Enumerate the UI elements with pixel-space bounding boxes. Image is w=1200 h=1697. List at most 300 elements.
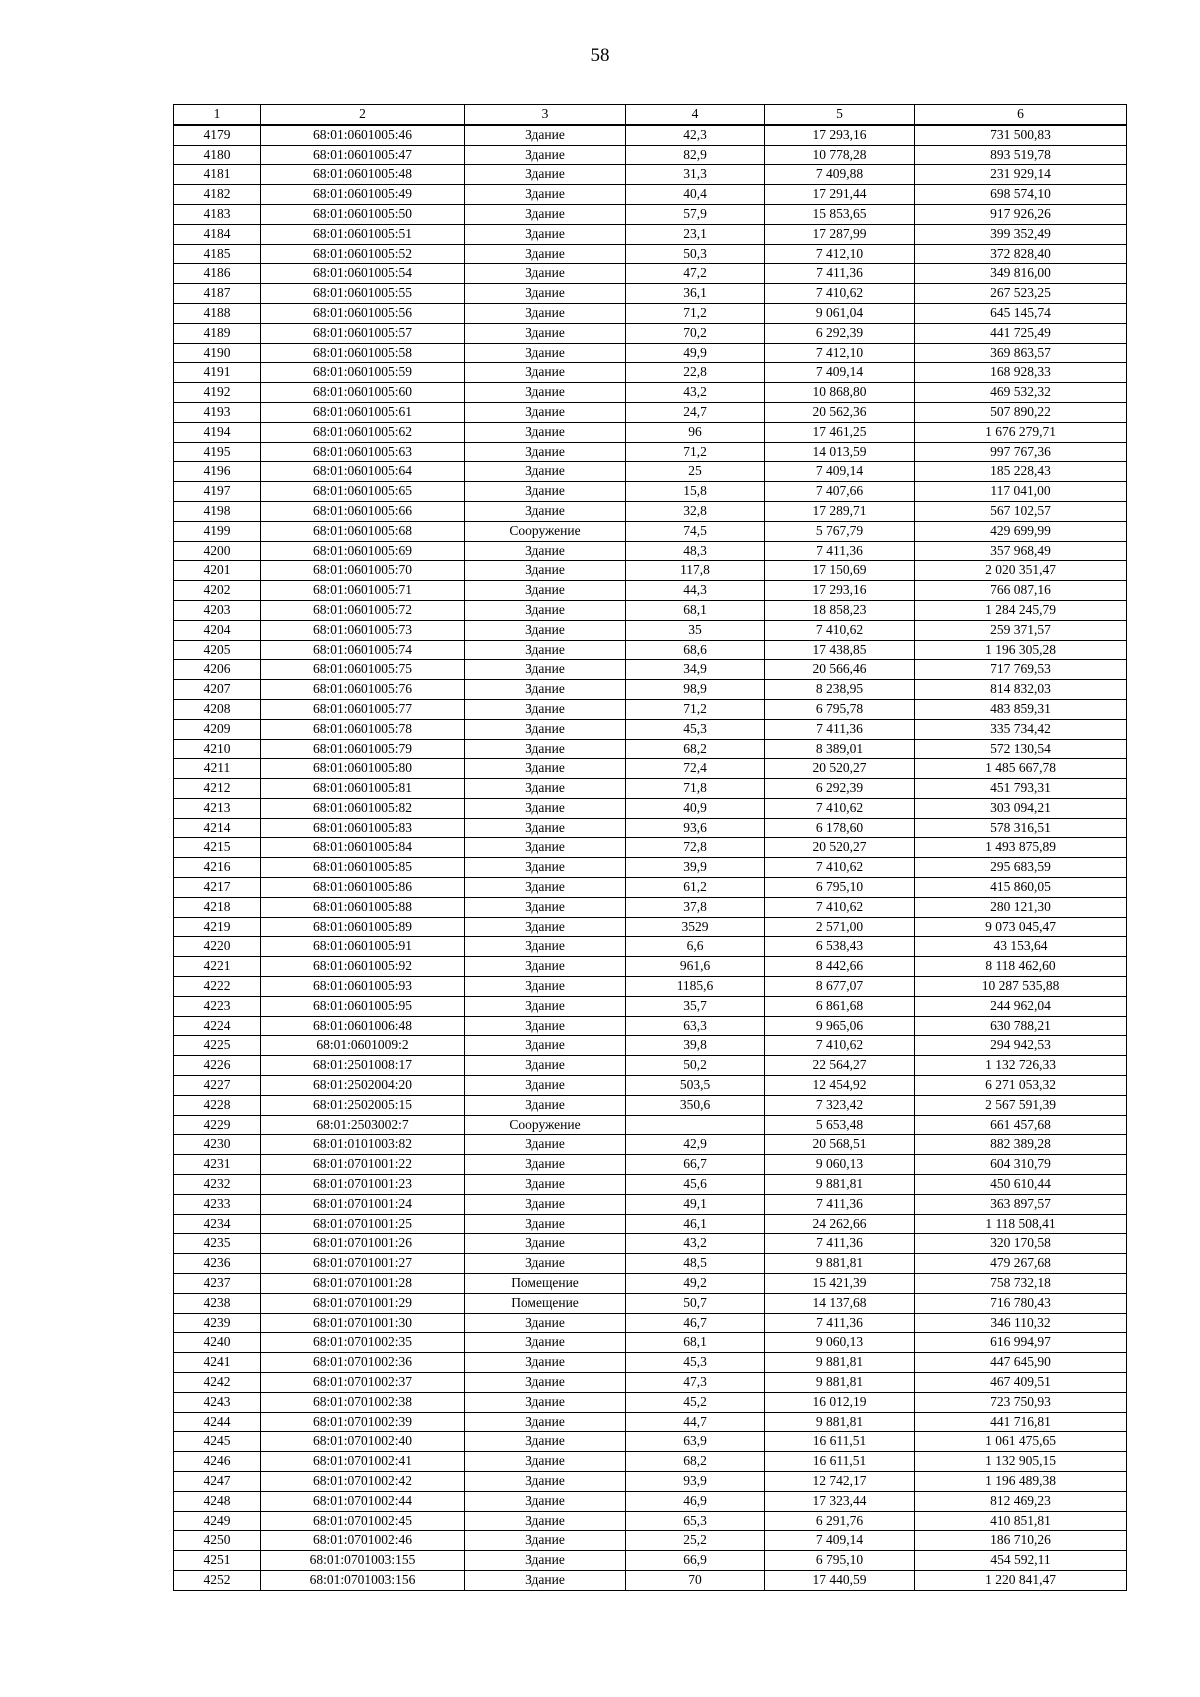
row-number-cell: 4233 [174, 1194, 261, 1214]
object-type-cell: Здание [465, 1313, 626, 1333]
cadastral-value-cell: 294 942,53 [915, 1036, 1127, 1056]
cadastral-value-cell: 1 132 905,15 [915, 1452, 1127, 1472]
specific-value-cell: 7 412,10 [765, 343, 915, 363]
area-cell: 50,3 [626, 244, 765, 264]
object-type-cell: Здание [465, 343, 626, 363]
object-type-cell: Здание [465, 1016, 626, 1036]
table-row [174, 224, 1127, 244]
row-number-cell: 4244 [174, 1412, 261, 1432]
table-row [174, 798, 1127, 818]
object-type-cell: Здание [465, 204, 626, 224]
area-cell: 1185,6 [626, 977, 765, 997]
area-cell: 49,1 [626, 1194, 765, 1214]
cadastral-number-cell: 68:01:0101003:82 [261, 1135, 465, 1155]
specific-value-cell: 17 289,71 [765, 501, 915, 521]
table-row [174, 957, 1127, 977]
cadastral-value-cell: 812 469,23 [915, 1491, 1127, 1511]
area-cell: 34,9 [626, 660, 765, 680]
row-number-cell: 4188 [174, 303, 261, 323]
cadastral-value-cell: 717 769,53 [915, 660, 1127, 680]
table-row [174, 1293, 1127, 1313]
object-type-cell: Здание [465, 422, 626, 442]
specific-value-cell: 17 438,85 [765, 640, 915, 660]
cadastral-value-cell: 9 073 045,47 [915, 917, 1127, 937]
object-type-cell: Здание [465, 1056, 626, 1076]
area-cell: 48,3 [626, 541, 765, 561]
object-type-cell: Здание [465, 284, 626, 304]
cadastral-number-cell: 68:01:0601005:76 [261, 680, 465, 700]
specific-value-cell: 5 767,79 [765, 521, 915, 541]
cadastral-number-cell: 68:01:0701002:37 [261, 1373, 465, 1393]
cadastral-value-cell: 604 310,79 [915, 1155, 1127, 1175]
specific-value-cell: 7 411,36 [765, 719, 915, 739]
specific-value-cell: 7 411,36 [765, 1194, 915, 1214]
row-number-cell: 4190 [174, 343, 261, 363]
object-type-cell: Здание [465, 1412, 626, 1432]
cadastral-value-cell: 716 780,43 [915, 1293, 1127, 1313]
cadastral-value-cell: 731 500,83 [915, 125, 1127, 145]
cadastral-value-cell: 363 897,57 [915, 1194, 1127, 1214]
cadastral-number-cell: 68:01:0701002:39 [261, 1412, 465, 1432]
cadastral-value-cell: 469 532,32 [915, 383, 1127, 403]
area-cell: 43,2 [626, 1234, 765, 1254]
cadastral-value-cell: 1 196 489,38 [915, 1471, 1127, 1491]
row-number-cell: 4229 [174, 1115, 261, 1135]
area-cell: 46,1 [626, 1214, 765, 1234]
cadastral-value-cell: 303 094,21 [915, 798, 1127, 818]
specific-value-cell: 6 292,39 [765, 323, 915, 343]
row-number-cell: 4185 [174, 244, 261, 264]
row-number-cell: 4227 [174, 1076, 261, 1096]
specific-value-cell: 7 409,14 [765, 363, 915, 383]
column-header: 6 [915, 105, 1127, 125]
table-row [174, 1095, 1127, 1115]
cadastral-value-cell: 723 750,93 [915, 1392, 1127, 1412]
object-type-cell: Здание [465, 501, 626, 521]
object-type-cell: Здание [465, 1531, 626, 1551]
column-header: 5 [765, 105, 915, 125]
row-number-cell: 4218 [174, 897, 261, 917]
cadastral-value-cell: 117 041,00 [915, 482, 1127, 502]
row-number-cell: 4207 [174, 680, 261, 700]
specific-value-cell: 9 881,81 [765, 1373, 915, 1393]
object-type-cell: Помещение [465, 1293, 626, 1313]
area-cell: 42,9 [626, 1135, 765, 1155]
table-row [174, 660, 1127, 680]
object-type-cell: Здание [465, 977, 626, 997]
table-row [174, 719, 1127, 739]
table-row [174, 838, 1127, 858]
cadastral-value-cell: 415 860,05 [915, 878, 1127, 898]
row-number-cell: 4232 [174, 1175, 261, 1195]
table-row [174, 1115, 1127, 1135]
cadastral-number-cell: 68:01:0601005:85 [261, 858, 465, 878]
row-number-cell: 4189 [174, 323, 261, 343]
table-row [174, 1036, 1127, 1056]
row-number-cell: 4241 [174, 1353, 261, 1373]
cadastral-value-cell: 185 228,43 [915, 462, 1127, 482]
area-cell: 6,6 [626, 937, 765, 957]
area-cell: 72,4 [626, 759, 765, 779]
table-row [174, 1194, 1127, 1214]
area-cell: 44,7 [626, 1412, 765, 1432]
cadastral-number-cell: 68:01:0601006:48 [261, 1016, 465, 1036]
area-cell [626, 1115, 765, 1135]
specific-value-cell: 17 440,59 [765, 1570, 915, 1590]
cadastral-number-cell: 68:01:0701002:41 [261, 1452, 465, 1472]
cadastral-number-cell: 68:01:0601005:58 [261, 343, 465, 363]
area-cell: 70,2 [626, 323, 765, 343]
cadastral-number-cell: 68:01:0601005:60 [261, 383, 465, 403]
specific-value-cell: 7 407,66 [765, 482, 915, 502]
row-number-cell: 4217 [174, 878, 261, 898]
object-type-cell: Здание [465, 957, 626, 977]
row-number-cell: 4204 [174, 620, 261, 640]
area-cell: 47,3 [626, 1373, 765, 1393]
table-row [174, 739, 1127, 759]
cadastral-value-cell: 10 287 535,88 [915, 977, 1127, 997]
specific-value-cell: 9 060,13 [765, 1155, 915, 1175]
cadastral-number-cell: 68:01:0601005:55 [261, 284, 465, 304]
table-row [174, 1570, 1127, 1590]
specific-value-cell: 20 562,36 [765, 402, 915, 422]
table-row [174, 1353, 1127, 1373]
table-row [174, 204, 1127, 224]
object-type-cell: Здание [465, 1471, 626, 1491]
object-type-cell: Здание [465, 1452, 626, 1472]
object-type-cell: Здание [465, 145, 626, 165]
table-row [174, 680, 1127, 700]
cadastral-value-cell: 6 271 053,32 [915, 1076, 1127, 1096]
cadastral-number-cell: 68:01:0701001:27 [261, 1254, 465, 1274]
object-type-cell: Здание [465, 402, 626, 422]
area-cell: 50,7 [626, 1293, 765, 1313]
area-cell: 72,8 [626, 838, 765, 858]
specific-value-cell: 7 409,14 [765, 1531, 915, 1551]
specific-value-cell: 7 411,36 [765, 1313, 915, 1333]
row-number-cell: 4211 [174, 759, 261, 779]
cadastral-number-cell: 68:01:0601005:68 [261, 521, 465, 541]
object-type-cell: Здание [465, 323, 626, 343]
cadastral-value-cell: 399 352,49 [915, 224, 1127, 244]
table-row [174, 1056, 1127, 1076]
table-row [174, 145, 1127, 165]
cadastral-value-cell: 410 851,81 [915, 1511, 1127, 1531]
specific-value-cell: 7 409,88 [765, 165, 915, 185]
table-row [174, 1491, 1127, 1511]
column-header: 3 [465, 105, 626, 125]
row-number-cell: 4205 [174, 640, 261, 660]
row-number-cell: 4240 [174, 1333, 261, 1353]
area-cell: 70 [626, 1570, 765, 1590]
cadastral-value-cell: 441 716,81 [915, 1412, 1127, 1432]
object-type-cell: Здание [465, 1135, 626, 1155]
row-number-cell: 4238 [174, 1293, 261, 1313]
cadastral-value-cell: 661 457,68 [915, 1115, 1127, 1135]
column-header: 4 [626, 105, 765, 125]
object-type-cell: Здание [465, 640, 626, 660]
object-type-cell: Здание [465, 1570, 626, 1590]
object-type-cell: Здание [465, 185, 626, 205]
area-cell: 117,8 [626, 561, 765, 581]
table-row [174, 977, 1127, 997]
object-type-cell: Сооружение [465, 1115, 626, 1135]
cadastral-number-cell: 68:01:2502004:20 [261, 1076, 465, 1096]
registry-table [173, 104, 1127, 1591]
area-cell: 57,9 [626, 204, 765, 224]
row-number-cell: 4212 [174, 779, 261, 799]
table-row [174, 818, 1127, 838]
area-cell: 24,7 [626, 402, 765, 422]
row-number-cell: 4228 [174, 1095, 261, 1115]
table-row [174, 699, 1127, 719]
cadastral-value-cell: 507 890,22 [915, 402, 1127, 422]
specific-value-cell: 9 881,81 [765, 1412, 915, 1432]
specific-value-cell: 7 410,62 [765, 1036, 915, 1056]
cadastral-number-cell: 68:01:0701003:155 [261, 1551, 465, 1571]
table-row [174, 1214, 1127, 1234]
cadastral-value-cell: 1 676 279,71 [915, 422, 1127, 442]
row-number-cell: 4220 [174, 937, 261, 957]
cadastral-number-cell: 68:01:0601005:57 [261, 323, 465, 343]
specific-value-cell: 20 520,27 [765, 838, 915, 858]
table-row [174, 561, 1127, 581]
specific-value-cell: 14 137,68 [765, 1293, 915, 1313]
cadastral-number-cell: 68:01:0601005:89 [261, 917, 465, 937]
specific-value-cell: 6 861,68 [765, 996, 915, 1016]
cadastral-number-cell: 68:01:0601005:64 [261, 462, 465, 482]
row-number-cell: 4202 [174, 581, 261, 601]
area-cell: 82,9 [626, 145, 765, 165]
specific-value-cell: 6 795,78 [765, 699, 915, 719]
table-row [174, 482, 1127, 502]
object-type-cell: Здание [465, 620, 626, 640]
row-number-cell: 4187 [174, 284, 261, 304]
table-row [174, 1511, 1127, 1531]
cadastral-number-cell: 68:01:0601005:75 [261, 660, 465, 680]
cadastral-number-cell: 68:01:0601005:92 [261, 957, 465, 977]
cadastral-number-cell: 68:01:0601005:78 [261, 719, 465, 739]
table-row [174, 1274, 1127, 1294]
area-cell: 45,6 [626, 1175, 765, 1195]
table-row [174, 1392, 1127, 1412]
table-row [174, 1175, 1127, 1195]
specific-value-cell: 20 568,51 [765, 1135, 915, 1155]
object-type-cell: Здание [465, 719, 626, 739]
object-type-cell: Здание [465, 1333, 626, 1353]
object-type-cell: Здание [465, 739, 626, 759]
cadastral-value-cell: 578 316,51 [915, 818, 1127, 838]
row-number-cell: 4226 [174, 1056, 261, 1076]
row-number-cell: 4196 [174, 462, 261, 482]
cadastral-number-cell: 68:01:0601005:63 [261, 442, 465, 462]
object-type-cell: Здание [465, 1214, 626, 1234]
cadastral-value-cell: 572 130,54 [915, 739, 1127, 759]
area-cell: 46,7 [626, 1313, 765, 1333]
cadastral-number-cell: 68:01:0601005:62 [261, 422, 465, 442]
row-number-cell: 4251 [174, 1551, 261, 1571]
row-number-cell: 4219 [174, 917, 261, 937]
table-row [174, 343, 1127, 363]
table-row [174, 878, 1127, 898]
cadastral-number-cell: 68:01:0601005:73 [261, 620, 465, 640]
area-cell: 40,4 [626, 185, 765, 205]
specific-value-cell: 14 013,59 [765, 442, 915, 462]
cadastral-value-cell: 8 118 462,60 [915, 957, 1127, 977]
cadastral-number-cell: 68:01:0601005:71 [261, 581, 465, 601]
area-cell: 39,8 [626, 1036, 765, 1056]
cadastral-number-cell: 68:01:0701001:26 [261, 1234, 465, 1254]
row-number-cell: 4197 [174, 482, 261, 502]
table-row [174, 1254, 1127, 1274]
cadastral-value-cell: 295 683,59 [915, 858, 1127, 878]
cadastral-value-cell: 1 485 667,78 [915, 759, 1127, 779]
cadastral-value-cell: 630 788,21 [915, 1016, 1127, 1036]
table-row [174, 1412, 1127, 1432]
cadastral-value-cell: 814 832,03 [915, 680, 1127, 700]
row-number-cell: 4210 [174, 739, 261, 759]
cadastral-number-cell: 68:01:0701003:156 [261, 1570, 465, 1590]
cadastral-number-cell: 68:01:0701002:42 [261, 1471, 465, 1491]
cadastral-value-cell: 186 710,26 [915, 1531, 1127, 1551]
cadastral-number-cell: 68:01:0701001:23 [261, 1175, 465, 1195]
object-type-cell: Здание [465, 1155, 626, 1175]
cadastral-value-cell: 1 220 841,47 [915, 1570, 1127, 1590]
table-body [174, 125, 1127, 1590]
cadastral-value-cell: 1 284 245,79 [915, 600, 1127, 620]
cadastral-number-cell: 68:01:0601005:70 [261, 561, 465, 581]
table-row [174, 363, 1127, 383]
table-row [174, 521, 1127, 541]
specific-value-cell: 7 410,62 [765, 620, 915, 640]
area-cell: 66,7 [626, 1155, 765, 1175]
specific-value-cell: 24 262,66 [765, 1214, 915, 1234]
row-number-cell: 4242 [174, 1373, 261, 1393]
object-type-cell: Здание [465, 838, 626, 858]
table-row [174, 1551, 1127, 1571]
cadastral-value-cell: 320 170,58 [915, 1234, 1127, 1254]
specific-value-cell: 8 238,95 [765, 680, 915, 700]
specific-value-cell: 7 410,62 [765, 798, 915, 818]
cadastral-value-cell: 917 926,26 [915, 204, 1127, 224]
specific-value-cell: 7 410,62 [765, 897, 915, 917]
object-type-cell: Здание [465, 798, 626, 818]
table-row [174, 1234, 1127, 1254]
row-number-cell: 4182 [174, 185, 261, 205]
object-type-cell: Здание [465, 1194, 626, 1214]
row-number-cell: 4246 [174, 1452, 261, 1472]
cadastral-number-cell: 68:01:0601005:50 [261, 204, 465, 224]
table-row [174, 185, 1127, 205]
cadastral-number-cell: 68:01:0601005:95 [261, 996, 465, 1016]
row-number-cell: 4245 [174, 1432, 261, 1452]
table-row [174, 1471, 1127, 1491]
area-cell: 71,8 [626, 779, 765, 799]
area-cell: 32,8 [626, 501, 765, 521]
cadastral-number-cell: 68:01:0701002:36 [261, 1353, 465, 1373]
area-cell: 96 [626, 422, 765, 442]
cadastral-number-cell: 68:01:0701002:46 [261, 1531, 465, 1551]
table-row [174, 442, 1127, 462]
table-row [174, 1373, 1127, 1393]
object-type-cell: Здание [465, 699, 626, 719]
specific-value-cell: 9 965,06 [765, 1016, 915, 1036]
specific-value-cell: 5 653,48 [765, 1115, 915, 1135]
object-type-cell: Здание [465, 165, 626, 185]
table-row [174, 858, 1127, 878]
cadastral-number-cell: 68:01:0701001:30 [261, 1313, 465, 1333]
table-row [174, 1135, 1127, 1155]
specific-value-cell: 15 421,39 [765, 1274, 915, 1294]
specific-value-cell: 10 868,80 [765, 383, 915, 403]
table-row [174, 620, 1127, 640]
row-number-cell: 4247 [174, 1471, 261, 1491]
cadastral-number-cell: 68:01:0701001:24 [261, 1194, 465, 1214]
cadastral-value-cell: 349 816,00 [915, 264, 1127, 284]
table-row [174, 402, 1127, 422]
object-type-cell: Здание [465, 541, 626, 561]
row-number-cell: 4249 [174, 1511, 261, 1531]
cadastral-value-cell: 2 020 351,47 [915, 561, 1127, 581]
specific-value-cell: 20 566,46 [765, 660, 915, 680]
object-type-cell: Здание [465, 937, 626, 957]
cadastral-number-cell: 68:01:0701001:29 [261, 1293, 465, 1313]
cadastral-number-cell: 68:01:0601005:77 [261, 699, 465, 719]
object-type-cell: Здание [465, 1491, 626, 1511]
specific-value-cell: 6 795,10 [765, 1551, 915, 1571]
cadastral-number-cell: 68:01:0701002:45 [261, 1511, 465, 1531]
table-row [174, 125, 1127, 145]
row-number-cell: 4237 [174, 1274, 261, 1294]
cadastral-value-cell: 997 767,36 [915, 442, 1127, 462]
object-type-cell: Здание [465, 878, 626, 898]
table-row [174, 897, 1127, 917]
cadastral-number-cell: 68:01:0601005:59 [261, 363, 465, 383]
cadastral-number-cell: 68:01:0601005:52 [261, 244, 465, 264]
header-row [174, 105, 1127, 125]
specific-value-cell: 8 677,07 [765, 977, 915, 997]
area-cell: 40,9 [626, 798, 765, 818]
table-row [174, 383, 1127, 403]
specific-value-cell: 7 323,42 [765, 1095, 915, 1115]
table-row [174, 501, 1127, 521]
cadastral-number-cell: 68:01:0601005:83 [261, 818, 465, 838]
area-cell: 61,2 [626, 878, 765, 898]
cadastral-number-cell: 68:01:0701002:38 [261, 1392, 465, 1412]
specific-value-cell: 9 060,13 [765, 1333, 915, 1353]
table-row [174, 284, 1127, 304]
area-cell: 45,3 [626, 1353, 765, 1373]
cadastral-number-cell: 68:01:2502005:15 [261, 1095, 465, 1115]
specific-value-cell: 6 178,60 [765, 818, 915, 838]
object-type-cell: Здание [465, 125, 626, 145]
object-type-cell: Здание [465, 1392, 626, 1412]
cadastral-number-cell: 68:01:0701002:44 [261, 1491, 465, 1511]
cadastral-number-cell: 68:01:0601005:61 [261, 402, 465, 422]
cadastral-number-cell: 68:01:2501008:17 [261, 1056, 465, 1076]
cadastral-value-cell: 882 389,28 [915, 1135, 1127, 1155]
object-type-cell: Здание [465, 363, 626, 383]
area-cell: 71,2 [626, 442, 765, 462]
cadastral-number-cell: 68:01:0601005:93 [261, 977, 465, 997]
table-row [174, 1076, 1127, 1096]
specific-value-cell: 7 410,62 [765, 858, 915, 878]
cadastral-number-cell: 68:01:0601005:51 [261, 224, 465, 244]
table-row [174, 323, 1127, 343]
area-cell: 31,3 [626, 165, 765, 185]
specific-value-cell: 12 454,92 [765, 1076, 915, 1096]
row-number-cell: 4198 [174, 501, 261, 521]
